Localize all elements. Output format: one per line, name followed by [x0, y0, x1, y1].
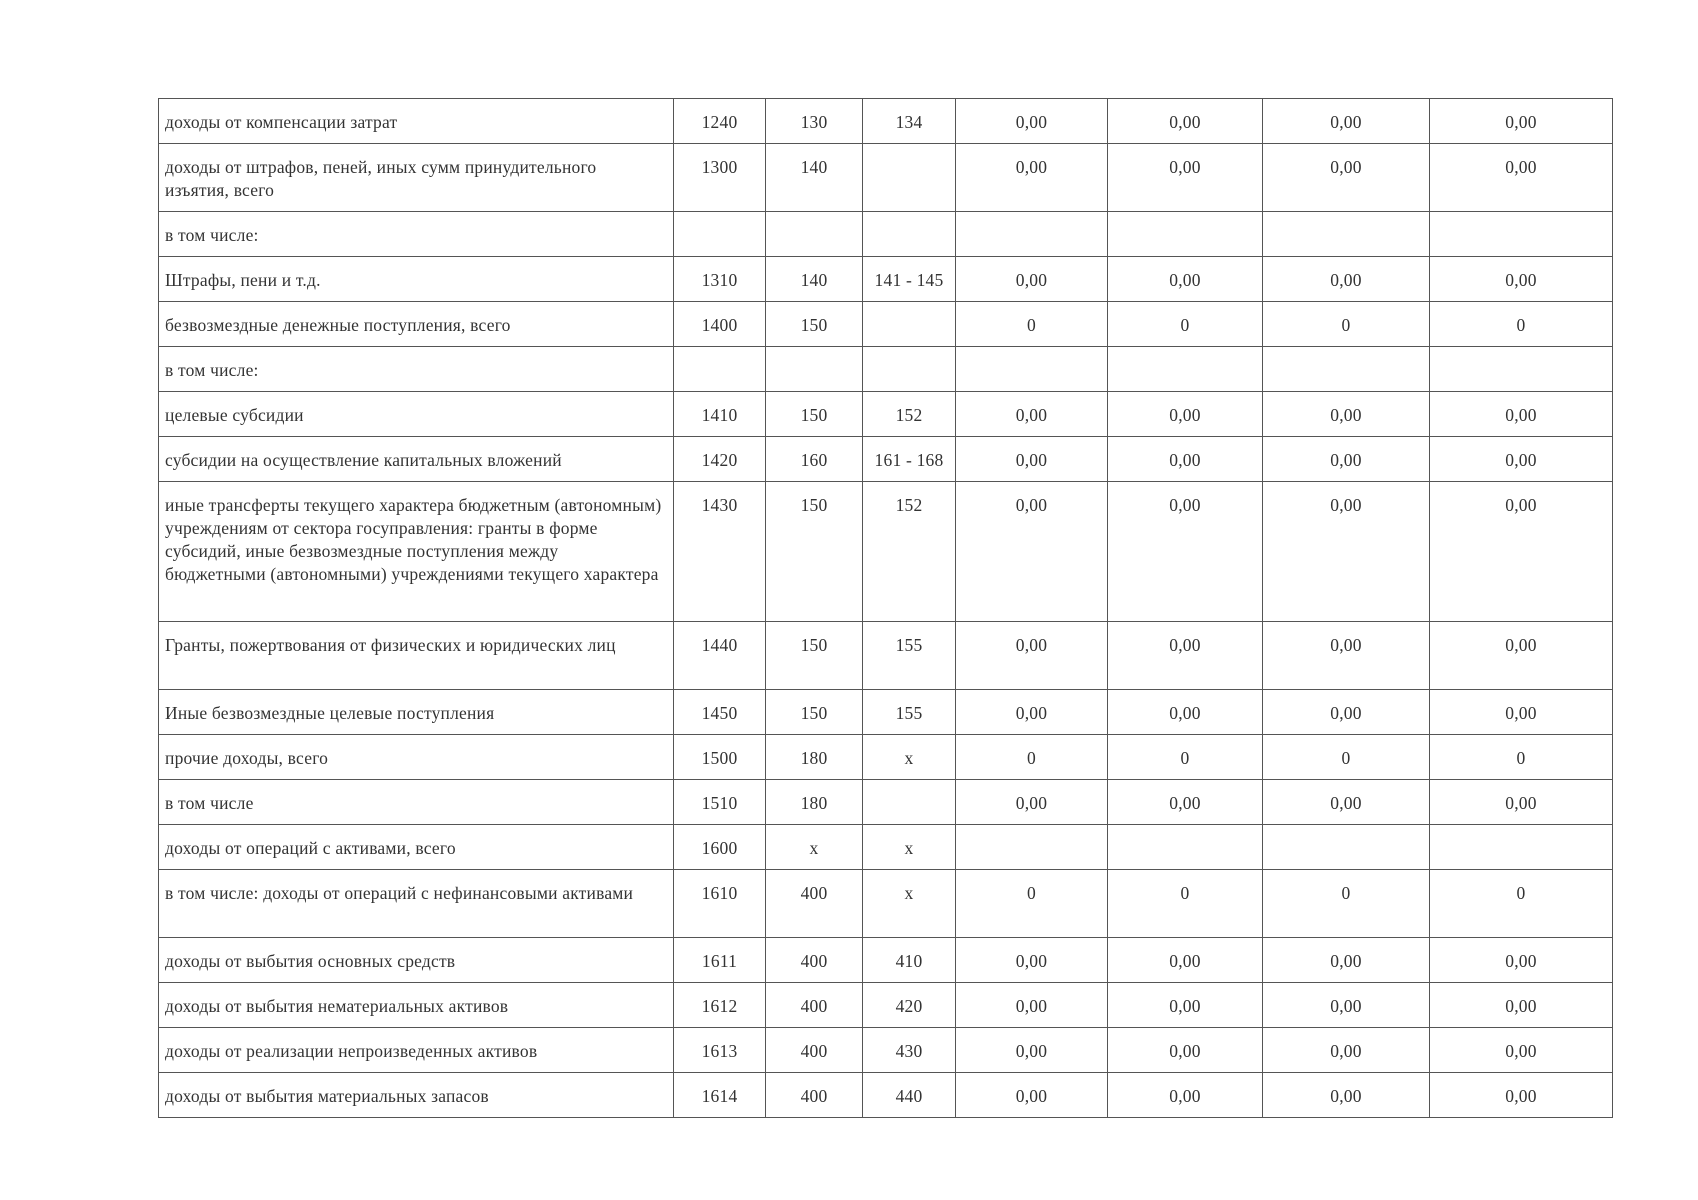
- table-row: [159, 482, 1613, 622]
- subcode-cell: [863, 347, 956, 392]
- table-row: [159, 870, 1613, 938]
- value-cell-1: 0: [956, 870, 1108, 938]
- row-label: в том числе: доходы от операций с нефинансовыми активами: [159, 870, 674, 938]
- table-row: [159, 257, 1613, 302]
- value-cell-2: 0,00: [1108, 622, 1263, 690]
- value-cell-3: [1263, 347, 1430, 392]
- value-cell-4: 0,00: [1430, 1028, 1613, 1073]
- kosgu-code-cell: 150: [766, 622, 863, 690]
- value-cell-3: 0,00: [1263, 437, 1430, 482]
- value-cell-1: 0,00: [956, 780, 1108, 825]
- line-code-cell: 1410: [674, 392, 766, 437]
- value-cell-1: 0: [956, 735, 1108, 780]
- table-body: [159, 99, 1613, 1118]
- kosgu-code-cell: 150: [766, 392, 863, 437]
- subcode-cell: [863, 212, 956, 257]
- subcode-cell: [863, 302, 956, 347]
- value-cell-3: 0,00: [1263, 257, 1430, 302]
- income-table: [158, 98, 1613, 1118]
- line-code-cell: 1450: [674, 690, 766, 735]
- value-cell-2: 0,00: [1108, 257, 1263, 302]
- value-cell-4: 0,00: [1430, 392, 1613, 437]
- line-code-cell: 1610: [674, 870, 766, 938]
- table-row: [159, 212, 1613, 257]
- table-row: [159, 1073, 1613, 1118]
- value-cell-4: 0,00: [1430, 144, 1613, 212]
- value-cell-1: 0,00: [956, 257, 1108, 302]
- row-label: доходы от выбытия нематериальных активов: [159, 983, 674, 1028]
- table-row: [159, 690, 1613, 735]
- value-cell-1: 0,00: [956, 1073, 1108, 1118]
- value-cell-2: 0,00: [1108, 392, 1263, 437]
- value-cell-4: 0,00: [1430, 622, 1613, 690]
- value-cell-3: 0,00: [1263, 482, 1430, 622]
- value-cell-2: 0,00: [1108, 938, 1263, 983]
- value-cell-2: 0: [1108, 735, 1263, 780]
- value-cell-3: 0,00: [1263, 1073, 1430, 1118]
- value-cell-1: 0,00: [956, 437, 1108, 482]
- value-cell-4: 0,00: [1430, 780, 1613, 825]
- kosgu-code-cell: 150: [766, 302, 863, 347]
- subcode-cell: 134: [863, 99, 956, 144]
- value-cell-1: 0,00: [956, 99, 1108, 144]
- kosgu-code-cell: 180: [766, 780, 863, 825]
- table-row: [159, 99, 1613, 144]
- value-cell-2: 0,00: [1108, 99, 1263, 144]
- row-label: субсидии на осуществление капитальных вложений: [159, 437, 674, 482]
- subcode-cell: 440: [863, 1073, 956, 1118]
- table-row: [159, 302, 1613, 347]
- value-cell-4: [1430, 825, 1613, 870]
- subcode-cell: 152: [863, 392, 956, 437]
- table-row: [159, 392, 1613, 437]
- table-row: [159, 983, 1613, 1028]
- row-label: доходы от реализации непроизведенных активов: [159, 1028, 674, 1073]
- value-cell-3: 0: [1263, 735, 1430, 780]
- value-cell-1: 0,00: [956, 690, 1108, 735]
- subcode-cell: 141 - 145: [863, 257, 956, 302]
- line-code-cell: [674, 347, 766, 392]
- value-cell-4: 0: [1430, 870, 1613, 938]
- value-cell-2: [1108, 212, 1263, 257]
- value-cell-1: [956, 212, 1108, 257]
- value-cell-1: 0,00: [956, 983, 1108, 1028]
- value-cell-2: 0,00: [1108, 780, 1263, 825]
- kosgu-code-cell: x: [766, 825, 863, 870]
- table-row: [159, 825, 1613, 870]
- line-code-cell: 1310: [674, 257, 766, 302]
- value-cell-3: 0,00: [1263, 690, 1430, 735]
- kosgu-code-cell: 150: [766, 690, 863, 735]
- value-cell-4: 0,00: [1430, 482, 1613, 622]
- value-cell-1: [956, 347, 1108, 392]
- row-label: доходы от выбытия основных средств: [159, 938, 674, 983]
- subcode-cell: 152: [863, 482, 956, 622]
- value-cell-1: 0,00: [956, 482, 1108, 622]
- value-cell-4: 0,00: [1430, 437, 1613, 482]
- value-cell-4: 0,00: [1430, 257, 1613, 302]
- value-cell-1: 0,00: [956, 392, 1108, 437]
- line-code-cell: 1300: [674, 144, 766, 212]
- subcode-cell: 420: [863, 983, 956, 1028]
- value-cell-4: 0,00: [1430, 983, 1613, 1028]
- subcode-cell: [863, 780, 956, 825]
- value-cell-3: 0,00: [1263, 983, 1430, 1028]
- line-code-cell: [674, 212, 766, 257]
- value-cell-4: 0,00: [1430, 99, 1613, 144]
- value-cell-2: 0,00: [1108, 690, 1263, 735]
- kosgu-code-cell: [766, 347, 863, 392]
- subcode-cell: x: [863, 825, 956, 870]
- line-code-cell: 1440: [674, 622, 766, 690]
- row-label: Иные безвозмездные целевые поступления: [159, 690, 674, 735]
- row-label: безвозмездные денежные поступления, всего: [159, 302, 674, 347]
- row-label: доходы от компенсации затрат: [159, 99, 674, 144]
- kosgu-code-cell: 400: [766, 1073, 863, 1118]
- subcode-cell: 155: [863, 622, 956, 690]
- value-cell-4: [1430, 347, 1613, 392]
- value-cell-2: 0,00: [1108, 1073, 1263, 1118]
- value-cell-2: 0,00: [1108, 437, 1263, 482]
- line-code-cell: 1510: [674, 780, 766, 825]
- value-cell-3: 0,00: [1263, 392, 1430, 437]
- value-cell-3: 0,00: [1263, 780, 1430, 825]
- value-cell-1: [956, 825, 1108, 870]
- row-label: в том числе: [159, 780, 674, 825]
- kosgu-code-cell: 140: [766, 144, 863, 212]
- value-cell-2: 0,00: [1108, 144, 1263, 212]
- kosgu-code-cell: 160: [766, 437, 863, 482]
- table-row: [159, 437, 1613, 482]
- value-cell-1: 0,00: [956, 938, 1108, 983]
- value-cell-1: 0,00: [956, 144, 1108, 212]
- value-cell-4: 0,00: [1430, 690, 1613, 735]
- row-label: доходы от операций с активами, всего: [159, 825, 674, 870]
- value-cell-3: 0: [1263, 870, 1430, 938]
- value-cell-3: [1263, 212, 1430, 257]
- line-code-cell: 1400: [674, 302, 766, 347]
- row-label: Гранты, пожертвования от физических и юридических лиц: [159, 622, 674, 690]
- line-code-cell: 1420: [674, 437, 766, 482]
- value-cell-4: 0: [1430, 735, 1613, 780]
- value-cell-4: 0: [1430, 302, 1613, 347]
- kosgu-code-cell: 180: [766, 735, 863, 780]
- kosgu-code-cell: 400: [766, 938, 863, 983]
- line-code-cell: 1240: [674, 99, 766, 144]
- value-cell-3: 0,00: [1263, 99, 1430, 144]
- value-cell-2: [1108, 825, 1263, 870]
- value-cell-2: 0: [1108, 870, 1263, 938]
- subcode-cell: 161 - 168: [863, 437, 956, 482]
- value-cell-1: 0: [956, 302, 1108, 347]
- row-label: в том числе:: [159, 212, 674, 257]
- value-cell-4: 0,00: [1430, 938, 1613, 983]
- subcode-cell: x: [863, 870, 956, 938]
- value-cell-4: [1430, 212, 1613, 257]
- kosgu-code-cell: 140: [766, 257, 863, 302]
- line-code-cell: 1500: [674, 735, 766, 780]
- value-cell-2: 0,00: [1108, 983, 1263, 1028]
- line-code-cell: 1614: [674, 1073, 766, 1118]
- table-row: [159, 735, 1613, 780]
- table-row: [159, 938, 1613, 983]
- subcode-cell: x: [863, 735, 956, 780]
- value-cell-4: 0,00: [1430, 1073, 1613, 1118]
- kosgu-code-cell: 400: [766, 983, 863, 1028]
- subcode-cell: 410: [863, 938, 956, 983]
- value-cell-3: 0,00: [1263, 622, 1430, 690]
- line-code-cell: 1430: [674, 482, 766, 622]
- value-cell-2: 0: [1108, 302, 1263, 347]
- line-code-cell: 1612: [674, 983, 766, 1028]
- table-row: [159, 144, 1613, 212]
- table-row: [159, 347, 1613, 392]
- value-cell-2: [1108, 347, 1263, 392]
- row-label: в том числе:: [159, 347, 674, 392]
- value-cell-1: 0,00: [956, 1028, 1108, 1073]
- value-cell-3: 0,00: [1263, 1028, 1430, 1073]
- row-label: Штрафы, пени и т.д.: [159, 257, 674, 302]
- line-code-cell: 1600: [674, 825, 766, 870]
- kosgu-code-cell: 400: [766, 870, 863, 938]
- row-label: прочие доходы, всего: [159, 735, 674, 780]
- kosgu-code-cell: 130: [766, 99, 863, 144]
- row-label: доходы от выбытия материальных запасов: [159, 1073, 674, 1118]
- kosgu-code-cell: 150: [766, 482, 863, 622]
- row-label: доходы от штрафов, пеней, иных сумм принудительного изъятия, всего: [159, 144, 674, 212]
- table-row: [159, 1028, 1613, 1073]
- kosgu-code-cell: 400: [766, 1028, 863, 1073]
- line-code-cell: 1611: [674, 938, 766, 983]
- line-code-cell: 1613: [674, 1028, 766, 1073]
- subcode-cell: 430: [863, 1028, 956, 1073]
- value-cell-2: 0,00: [1108, 1028, 1263, 1073]
- kosgu-code-cell: [766, 212, 863, 257]
- value-cell-1: 0,00: [956, 622, 1108, 690]
- value-cell-2: 0,00: [1108, 482, 1263, 622]
- value-cell-3: 0: [1263, 302, 1430, 347]
- row-label: иные трансферты текущего характера бюджетным (автономным) учреждениям от сектора госуправления: гранты в форме субсидий, иные безвозмездные поступления между бюджетными (автономными) учреждениями текущего характера: [159, 482, 674, 622]
- subcode-cell: 155: [863, 690, 956, 735]
- value-cell-3: 0,00: [1263, 938, 1430, 983]
- table-row: [159, 622, 1613, 690]
- value-cell-3: [1263, 825, 1430, 870]
- table-row: [159, 780, 1613, 825]
- subcode-cell: [863, 144, 956, 212]
- row-label: целевые субсидии: [159, 392, 674, 437]
- value-cell-3: 0,00: [1263, 144, 1430, 212]
